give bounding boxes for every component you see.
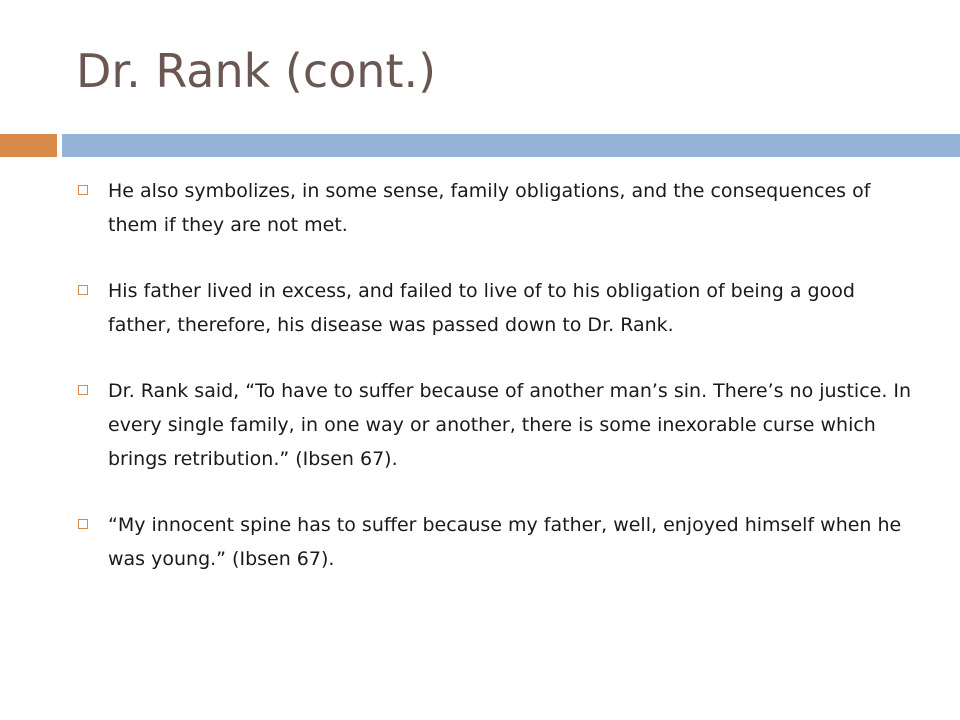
slide-title: Dr. Rank (cont.)	[76, 44, 437, 98]
hollow-square-bullet-icon	[78, 185, 88, 195]
bullet-text: Dr. Rank said, “To have to suffer because of another man’s sin. There’s no justice. In every single family, in one way or another, there is some inexorable curse which brings retribution.” (Ibsen 67).	[108, 380, 912, 470]
bullet-item	[76, 508, 916, 576]
bullet-item	[76, 174, 916, 242]
bullet-item	[76, 274, 916, 342]
bullet-text: He also symbolizes, in some sense, family obligations, and the consequences of them if they are not met.	[108, 180, 871, 236]
bullet-item	[76, 374, 916, 476]
title-divider-bar	[62, 134, 960, 157]
hollow-square-bullet-icon	[78, 385, 88, 395]
hollow-square-bullet-icon	[78, 519, 88, 529]
title-accent-bar	[0, 134, 57, 157]
bullet-list	[76, 174, 916, 608]
bullet-text: “My innocent spine has to suffer because my father, well, enjoyed himself when he was young.” (Ibsen 67).	[108, 514, 902, 570]
hollow-square-bullet-icon	[78, 285, 88, 295]
bullet-text: His father lived in excess, and failed to live of to his obligation of being a good father, therefore, his disease was passed down to Dr. Rank.	[108, 280, 855, 336]
